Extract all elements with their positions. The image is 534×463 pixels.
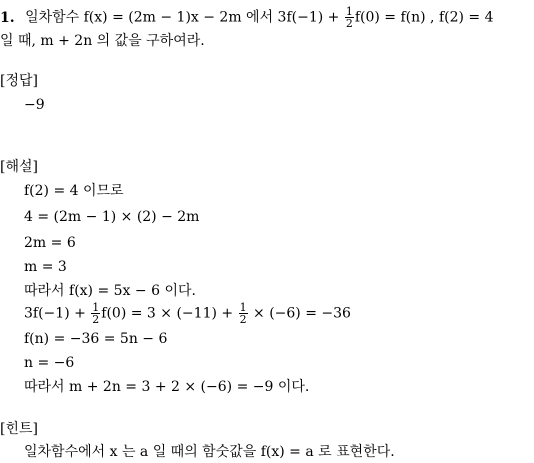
- solution-step-5: 따라서 f(x) = 5x − 6 이다.: [24, 283, 196, 299]
- solution-step-8: n = −6: [24, 355, 75, 371]
- problem-line-2: 일 때, m + 2n 의 값을 구하여라.: [0, 33, 205, 49]
- solution-step-3: 2m = 6: [24, 235, 76, 251]
- solution-step-2: 4 = (2m − 1) × (2) − 2m: [24, 209, 200, 225]
- fraction-denominator: 2: [92, 313, 100, 326]
- step6-fraction-2: [239, 302, 248, 325]
- fraction-numerator: 1: [345, 5, 353, 18]
- solution-step-6: [24, 302, 351, 325]
- hint-text: 일차함수에서 x 는 a 일 때의 함숫값을 f(x) = a 로 표현한다.: [24, 444, 395, 460]
- problem-fraction: [345, 6, 354, 29]
- step6-text-b: f(0) = 3 × (−11) +: [101, 305, 238, 322]
- problem-text-b: f(0) = f(n) , f(2) = 4: [354, 9, 494, 26]
- hint-header: [힌트]: [0, 421, 38, 437]
- solution-step-1: f(2) = 4 이므로: [24, 183, 124, 199]
- problem-line-1: [0, 6, 494, 29]
- solution-header: [해설]: [0, 159, 38, 175]
- answer-value: −9: [24, 97, 45, 113]
- fraction-denominator: 2: [345, 17, 353, 30]
- fraction-numerator: 1: [239, 301, 247, 314]
- problem-text-a: 일차함수 f(x) = (2m − 1)x − 2m 에서 3f(−1) +: [25, 9, 344, 26]
- step6-text-c: × (−6) = −36: [248, 305, 351, 322]
- solution-step-9: 따라서 m + 2n = 3 + 2 × (−6) = −9 이다.: [24, 379, 310, 395]
- fraction-numerator: 1: [92, 301, 100, 314]
- step6-text-a: 3f(−1) +: [24, 305, 91, 322]
- fraction-denominator: 2: [239, 313, 247, 326]
- solution-step-4: m = 3: [24, 259, 67, 275]
- solution-step-7: f(n) = −36 = 5n − 6: [24, 331, 168, 347]
- answer-header: [정답]: [0, 73, 38, 89]
- problem-number: 1.: [0, 9, 15, 26]
- step6-fraction-1: [91, 302, 100, 325]
